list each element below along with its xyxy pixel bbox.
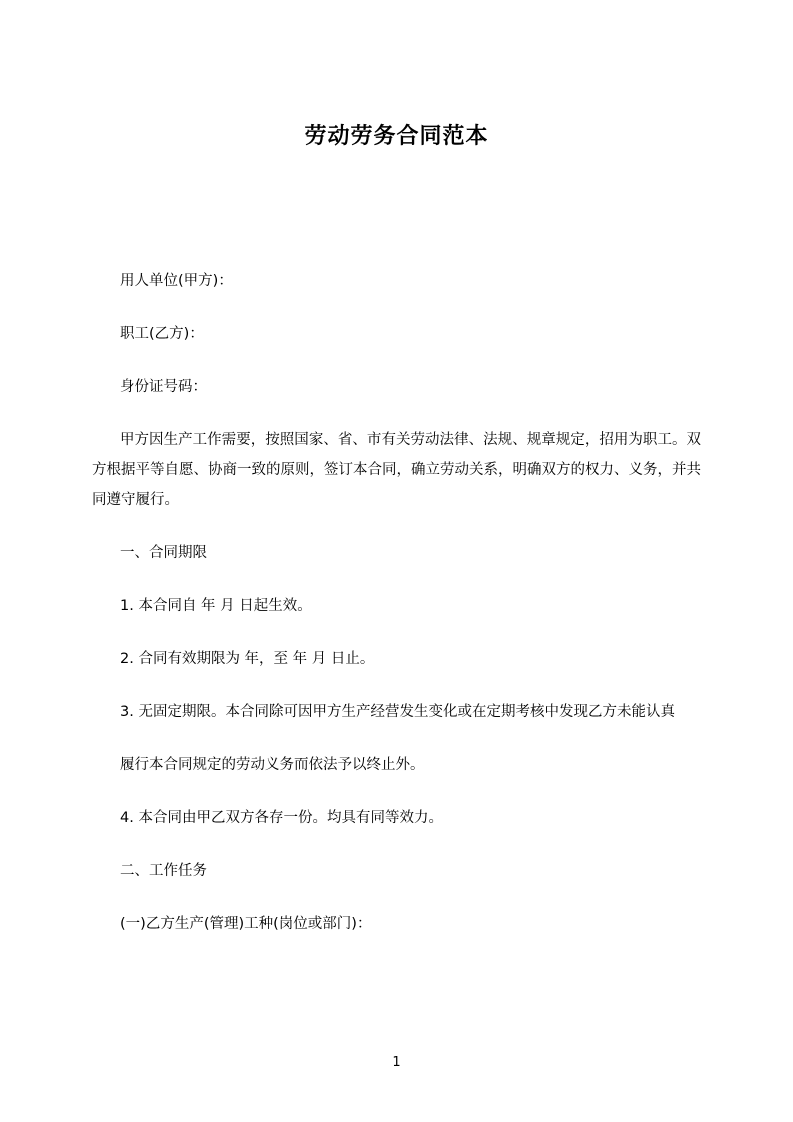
- paragraph-preamble: 甲方因生产工作需要，按照国家、省、市有关劳动法律、法规、规章规定，招用为职工。双方根据平等自愿、协商一致的原则，签订本合同，确立劳动关系，明确双方的权力、义务，并共同遵守履行。: [92, 432, 701, 508]
- paragraph-employer: 用人单位(甲方)：: [120, 273, 233, 289]
- page-number: 1: [392, 1055, 401, 1070]
- page-title: 劳动劳务合同范本: [304, 124, 489, 149]
- paragraph-clause-1-3: 3. 无固定期限。本合同除可因甲方生产经营发生变化或在定期考核中发现乙方未能认真: [120, 704, 675, 720]
- paragraph-clause-1-2: 2. 合同有效期限为 年，至 年 月 日止。: [120, 651, 375, 667]
- paragraph-clause-1-3-continued: 履行本合同规定的劳动义务而依法予以终止外。: [120, 757, 425, 773]
- heading-section-2: 二、工作任务: [120, 863, 207, 879]
- paragraph-employee: 职工(乙方)：: [120, 326, 204, 342]
- heading-section-1: 一、合同期限: [120, 545, 207, 561]
- paragraph-clause-1-1: 1. 本合同自 年 月 日起生效。: [120, 598, 312, 614]
- paragraph-id-number: 身份证号码：: [120, 379, 207, 395]
- paragraph-clause-2-1: (一)乙方生产(管理)工种(岗位或部门)：: [120, 916, 372, 932]
- paragraph-clause-1-4: 4. 本合同由甲乙双方各存一份。均具有同等效力。: [120, 810, 443, 826]
- title-spacer: [92, 154, 701, 266]
